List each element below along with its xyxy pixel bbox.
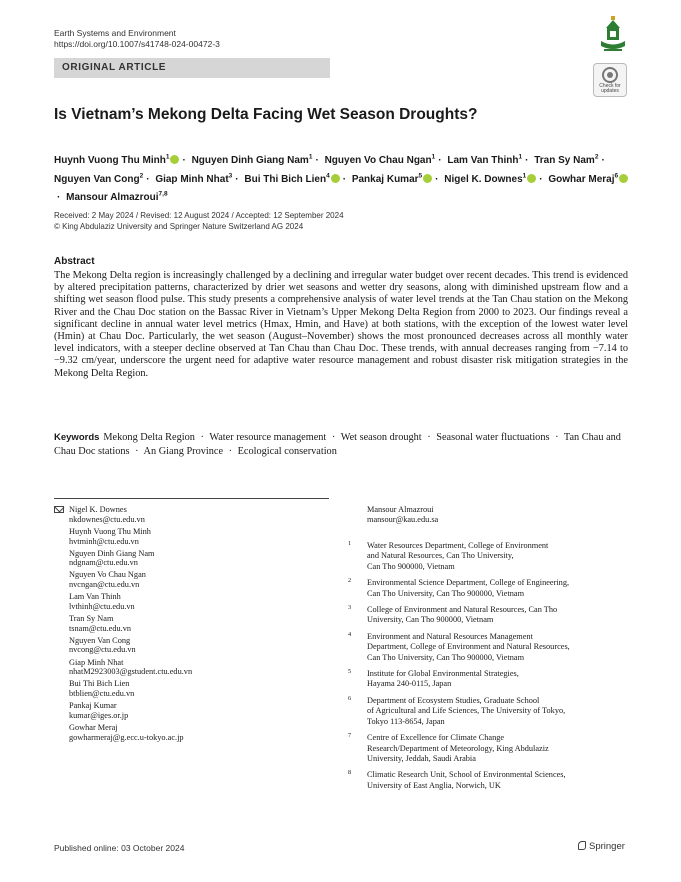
keyword: Wet season drought: [340, 432, 422, 443]
affiliation-entry: [348, 541, 618, 572]
check-for-updates-button[interactable]: [593, 63, 627, 97]
affiliation-line: University, Can Tho 900000, Vietnam: [367, 615, 494, 625]
author-name-text: Mansour Almazroui: [66, 191, 159, 203]
contact-name: Huynh Vuong Thu Minh: [69, 526, 151, 536]
author-separator: ·: [525, 155, 529, 167]
doi-link[interactable]: https://doi.org/10.1007/s41748-024-00472-3: [54, 39, 220, 49]
affiliation-superscript: 1: [518, 154, 523, 161]
contact-entry: [54, 549, 344, 568]
author-list: [54, 150, 629, 205]
journal-name: Earth Systems and Environment: [54, 28, 176, 38]
affiliation-entry: [348, 770, 618, 791]
contact-entry: [54, 570, 344, 589]
footnote-divider: [54, 498, 329, 499]
keyword: Seasonal water fluctuations: [436, 432, 550, 443]
keyword-separator: ·: [228, 445, 233, 457]
author-name[interactable]: [447, 155, 522, 166]
author-name[interactable]: [534, 155, 598, 166]
check-label-1: Check for: [599, 83, 621, 89]
contact-entry: [54, 701, 344, 720]
affiliation-superscript: 2: [594, 154, 599, 161]
journal-logo-icon: [598, 14, 628, 54]
author-name[interactable]: [66, 192, 167, 203]
author-name-text: Gowhar Meraj: [548, 173, 615, 185]
affiliation-line: Climatic Research Unit, School of Environmental Sciences,: [367, 770, 566, 780]
author-name-text: Giap Minh Nhat: [155, 173, 229, 185]
check-updates-icon: [602, 67, 618, 83]
author-name[interactable]: [244, 174, 339, 185]
contact-entry: [54, 679, 344, 698]
author-name[interactable]: [54, 174, 143, 185]
contact-name: Lam Van Thinh: [69, 592, 121, 602]
publisher-name: Springer: [589, 841, 625, 852]
affiliation-number: 8: [348, 769, 352, 777]
author-name-text: Nguyen Vo Chau Ngan: [324, 155, 432, 167]
contact-name: Giap Minh Nhat: [69, 657, 124, 667]
keyword: Mekong Delta Region: [103, 432, 195, 443]
author-name[interactable]: [548, 174, 628, 185]
author-name[interactable]: [444, 174, 536, 185]
affiliation-line: Institute for Global Environmental Strategies,: [367, 669, 519, 679]
keyword: Tan Chau and Chau Doc stations: [54, 432, 621, 457]
contact-entry: [54, 658, 344, 677]
affiliation-line: Centre of Excellence for Climate Change: [367, 733, 505, 743]
contact-email[interactable]: kumar@iges.or.jp: [69, 710, 129, 720]
author-separator: ·: [539, 173, 543, 185]
contact-entry: [54, 614, 344, 633]
keywords-section: [54, 431, 628, 458]
contact-email[interactable]: tsnam@ctu.edu.vn: [69, 623, 132, 633]
affiliation-line: Can Tho University, Can Tho 900000, Vietnam: [367, 588, 525, 598]
contact-name: Nguyen Vo Chau Ngan: [69, 570, 146, 580]
author-name[interactable]: [325, 155, 436, 166]
affiliation-entry: [348, 696, 618, 727]
keyword-separator: ·: [427, 432, 431, 443]
affiliation-line: University, Jeddah, Saudi Arabia: [367, 753, 476, 763]
contact-almazroui: [367, 505, 438, 524]
contact-name: Nguyen Dinh Giang Nam: [69, 548, 155, 558]
contact-email[interactable]: nvcong@ctu.edu.vn: [69, 645, 136, 655]
author-name[interactable]: [192, 155, 313, 166]
affiliation-superscript: 2: [139, 172, 144, 180]
affiliation-superscript: 6: [614, 172, 619, 180]
affiliation-entry: [348, 632, 618, 663]
orcid-icon[interactable]: [527, 174, 536, 183]
article-dates: Received: 2 May 2024 / Revised: 12 August 2024 / Accepted: 12 September 2024: [54, 211, 344, 220]
orcid-icon[interactable]: [619, 174, 628, 183]
contact-email[interactable]: mansour@kau.edu.sa: [367, 514, 439, 524]
publisher-logo: [578, 841, 625, 852]
keyword: Ecological conservation: [237, 445, 337, 457]
contact-entry: [54, 723, 344, 742]
affiliation-entry: [348, 578, 618, 599]
affiliation-superscript: 4: [326, 172, 330, 180]
author-name-text: Pankaj Kumar: [351, 173, 419, 185]
keyword: An Giang Province: [143, 445, 224, 457]
author-name-text: Bui Thi Bich Lien: [244, 173, 327, 185]
springer-horse-icon: [578, 841, 586, 850]
affiliation-entry: [348, 605, 618, 626]
keyword-separator: ·: [331, 432, 336, 443]
affiliation-line: Tokyo 113-8654, Japan: [367, 716, 445, 726]
affiliation-number: 4: [348, 630, 352, 638]
article-title: Is Vietnam’s Mekong Delta Facing Wet Season Droughts?: [54, 106, 478, 123]
contact-name: Tran Sy Nam: [69, 613, 114, 623]
author-separator: ·: [342, 173, 347, 185]
affiliation-line: Hayama 240-0115, Japan: [367, 679, 452, 689]
affiliation-line: Department of Ecosystem Studies, Graduate School: [367, 695, 540, 705]
published-date: Published online: 03 October 2024: [54, 843, 185, 853]
copyright-notice: © King Abdulaziz University and Springer Nature Switzerland AG 2024: [54, 222, 304, 231]
affiliation-line: Environment and Natural Resources Management: [367, 631, 533, 641]
contact-entry: [54, 505, 344, 524]
keyword-separator: ·: [135, 445, 139, 457]
affiliation-line: Water Resources Department, College of Environment: [367, 541, 549, 550]
author-name-text: Tran Sy Nam: [534, 155, 595, 167]
contact-entry: [54, 527, 344, 546]
contact-email[interactable]: hvtminh@ctu.edu.vn: [69, 536, 139, 546]
affiliation-number: 6: [348, 694, 352, 702]
check-label-2: updates: [601, 88, 619, 94]
keyword: Water resource management: [209, 432, 327, 443]
contact-email[interactable]: nvcngan@ctu.edu.vn: [69, 580, 140, 590]
affiliation-entry: [348, 669, 618, 690]
affiliation-line: Environmental Science Department, College of Engineering,: [367, 578, 570, 588]
contact-name: Mansour Almazroui: [367, 505, 434, 514]
affiliation-superscript: 1: [522, 172, 527, 180]
orcid-icon[interactable]: [331, 174, 340, 183]
contact-name: Gowhar Meraj: [69, 722, 118, 732]
author-name-text: Lam Van Thinh: [447, 155, 519, 167]
affiliation-number: 2: [348, 577, 352, 585]
author-separator: ·: [146, 173, 150, 185]
affiliation-superscript: 1: [308, 154, 313, 161]
contact-entry: [54, 636, 344, 655]
author-name[interactable]: [352, 174, 432, 185]
affiliation-superscript: 7,8: [158, 190, 168, 198]
affiliation-superscript: 1: [431, 154, 436, 161]
keyword-separator: ·: [200, 432, 204, 443]
author-separator: ·: [182, 155, 186, 167]
article-type-banner: [54, 58, 330, 78]
orcid-icon[interactable]: [423, 174, 432, 183]
article-type-label: ORIGINAL ARTICLE: [62, 62, 167, 73]
affiliation-number: 3: [348, 604, 352, 612]
affiliation-number: 1: [348, 540, 352, 547]
envelope-icon: [54, 506, 64, 513]
affiliation-number: 5: [348, 668, 352, 676]
affiliation-number: 7: [348, 732, 352, 740]
contact-name: Pankaj Kumar: [69, 701, 117, 711]
affiliation-line: of Agricultural and Life Sciences, The University of Tokyo,: [367, 706, 566, 716]
affiliations-list: [348, 541, 618, 791]
author-separator: ·: [57, 191, 61, 203]
author-name-text: Huynh Vuong Thu Minh: [54, 155, 166, 167]
keyword-separator: ·: [555, 432, 559, 443]
affiliation-line: College of Environment and Natural Resources, Can Tho: [367, 605, 558, 615]
author-name[interactable]: [54, 155, 179, 166]
author-name-text: Nguyen Dinh Giang Nam: [191, 155, 309, 167]
affiliation-line: University of East Anglia, Norwich, UK: [367, 780, 501, 790]
abstract-text: The Mekong Delta region is increasingly challenged by a declining and irregular water budget over recent decades. This trend is evidenced by altered precipitation patterns, characterized by drier wet seasons and wetter dry seasons, along with diminished upstream flow and a shifting wet season flood pulse. This study presents a comprehensive analysis of water level trends at the Tan Chau station on the Mekong River and the Chau Doc station on the Bassac River in Vietnam’s Upper Mekong Delta Region from 2000 to 2023. Our findings reveal a significant decline in annual water level metrics (Hmax, Hmin, and Have) at both stations, with the exception of the lowest water level (Hmin) at Chau Doc. Particularly, the wet season (August–November) shows the most pronounced decreases across all monthly water level indicators, with a steeper decline observed at Tan Chau than Chau Doc. These trends, with annual decreases ranging from −7.14 to −9.32 cm/year, underscore the urgent need for adaptive water resource management and robust disaster risk mitigation strategies in the Mekong Delta Region.: [54, 270, 628, 379]
affiliation-entry: [348, 733, 618, 764]
contact-name: Bui Thi Bich Lien: [69, 679, 130, 689]
author-separator: ·: [235, 173, 239, 185]
affiliation-line: Can Tho 900000, Vietnam: [367, 561, 455, 571]
author-name-text: Nigel K. Downes: [444, 173, 523, 185]
author-separator: ·: [435, 173, 439, 185]
contact-email[interactable]: lvthinh@ctu.edu.vn: [69, 601, 135, 611]
author-name-text: Nguyen Van Cong: [54, 173, 140, 185]
author-name[interactable]: [155, 174, 232, 185]
contact-email[interactable]: btblien@ctu.edu.vn: [69, 689, 135, 699]
contact-name: Nguyen Van Cong: [69, 635, 131, 645]
author-separator: ·: [315, 155, 319, 167]
affiliation-line: Department, College of Environment and Natural Resources,: [367, 642, 570, 652]
author-separator: ·: [438, 155, 442, 167]
affiliation-line: Research/Department of Meteorology, King Abdulaziz: [367, 743, 549, 753]
abstract-heading: Abstract: [54, 256, 95, 267]
author-separator: ·: [601, 155, 605, 167]
affiliation-line: and Natural Resources, Can Tho University,: [367, 551, 514, 561]
affiliation-superscript: 3: [228, 172, 233, 180]
affiliation-superscript: 1: [165, 154, 170, 161]
affiliation-superscript: 5: [418, 172, 423, 180]
contact-entry: [54, 592, 344, 611]
keywords-label: Keywords: [54, 432, 100, 443]
contact-email[interactable]: ndgnam@ctu.edu.vn: [69, 558, 138, 568]
affiliation-line: Can Tho University, Can Tho 900000, Vietnam: [367, 652, 525, 662]
author-contacts: [54, 505, 344, 745]
contact-email[interactable]: gowharmeraj@g.ecc.u-tokyo.ac.jp: [69, 732, 184, 742]
contact-name: Nigel K. Downes: [69, 505, 127, 514]
contact-email[interactable]: nhatM2923003@gstudent.ctu.edu.vn: [69, 667, 193, 677]
contact-email[interactable]: nkdownes@ctu.edu.vn: [69, 514, 145, 524]
